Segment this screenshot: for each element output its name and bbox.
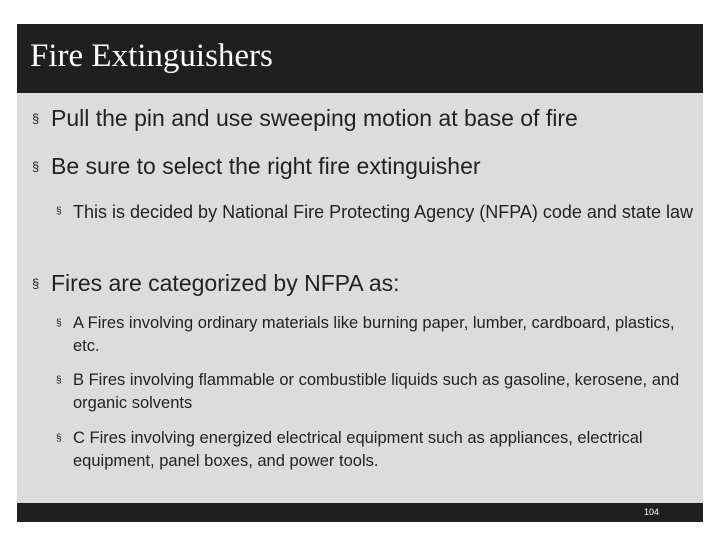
bullet-marker: § — [56, 206, 62, 217]
bullet-text: This is decided by National Fire Protecting Agency (NFPA) code and state law — [73, 202, 693, 222]
sub-bullet-item — [56, 312, 699, 358]
sub-bullet-item — [56, 427, 699, 473]
sub-bullet-item — [56, 369, 699, 415]
bullet-marker: § — [56, 318, 62, 329]
slide-title: Fire Extinguishers — [30, 38, 273, 74]
bullet-marker: § — [32, 111, 40, 126]
bullet-item — [32, 105, 578, 132]
sub-bullet-item — [56, 199, 699, 225]
bullet-text: Pull the pin and use sweeping motion at base of fire — [51, 105, 578, 131]
bullet-text: Be sure to select the right fire extinguisher — [51, 153, 481, 179]
bullet-marker: § — [32, 276, 40, 291]
bullet-text: B Fires involving flammable or combustible liquids such as gasoline, kerosene, and organic solvents — [73, 371, 680, 412]
bullet-item — [32, 270, 400, 297]
bullet-marker: § — [56, 375, 62, 386]
bullet-marker: § — [56, 433, 62, 444]
bullet-marker: § — [32, 159, 40, 174]
slide — [17, 24, 703, 522]
bullet-text: A Fires involving ordinary materials like burning paper, lumber, cardboard, plastics, etc. — [73, 314, 675, 355]
title-bar — [17, 24, 703, 93]
bullet-text: C Fires involving energized electrical equipment such as appliances, electrical equipment, panel boxes, and power tools. — [73, 429, 643, 470]
footer-bar — [17, 503, 703, 522]
bullet-item — [32, 153, 481, 180]
page-number: 104 — [644, 507, 660, 517]
bullet-text: Fires are categorized by NFPA as: — [51, 270, 400, 296]
